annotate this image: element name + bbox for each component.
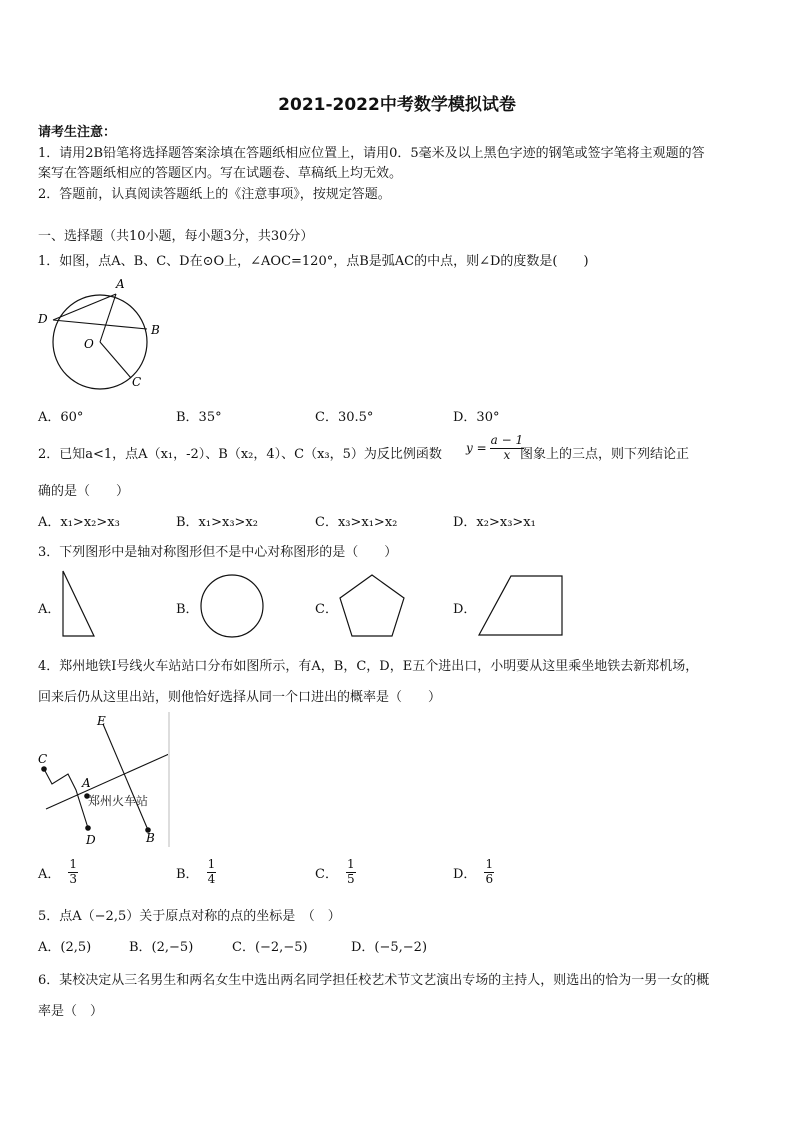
q2-func-y: y = — [466, 441, 487, 456]
page-title: 2021-2022中考数学模拟试卷 — [278, 95, 516, 115]
q4-option-c-fraction — [346, 858, 356, 887]
numerator: 1 — [485, 857, 494, 871]
exit-e-to-b-path — [103, 724, 148, 830]
q4-option-c — [315, 858, 356, 887]
label-a: A — [116, 277, 125, 291]
q4-option-b-fraction — [207, 858, 217, 887]
q2-option-d: D．x₂>x₃>x₁ — [453, 515, 536, 530]
notice-heading: 请考生注意： — [38, 125, 117, 140]
q4-option-d-fraction — [484, 858, 494, 887]
label-c: C — [38, 752, 48, 766]
denominator: 4 — [207, 871, 216, 886]
q4-stem-b: 回来后仍从这里出站，则他恰好选择从同一个口进出的概率是（ ） — [38, 690, 442, 705]
notice-line-1a: 1．请用2B铅笔将选择题答案涂填在答题纸相应位置上，请用0．5毫米及以上黑色字迹的钢笔或签字笔将主观题的答 — [38, 146, 705, 161]
q4-option-d-letter: D． — [453, 866, 477, 882]
q5-option-a: A．(2,5) — [38, 940, 92, 955]
right-triangle-figure — [58, 568, 100, 640]
numerator: 1 — [69, 857, 78, 871]
q2-func-denominator: x — [503, 447, 511, 462]
radius-oa — [100, 294, 116, 342]
denominator: 3 — [69, 871, 78, 886]
q5-stem: 5．点A（−2,5）关于原点对称的点的坐标是 （ ） — [38, 909, 341, 924]
q3-stem: 3．下列图形中是轴对称图形但不是中心对称图形的是（ ） — [38, 545, 398, 560]
q6-stem-b: 率是（ ） — [38, 1004, 104, 1019]
exit-d-dot — [85, 825, 91, 831]
trapezoid-figure — [474, 572, 566, 640]
numerator: 1 — [207, 857, 216, 871]
label-a: A — [82, 776, 91, 790]
notice-line-2: 2．答题前，认真阅读答题纸上的《注意事项》，按规定答题。 — [38, 187, 391, 202]
q1-option-d: D．30° — [453, 410, 500, 425]
q4-option-c-letter: C． — [315, 866, 338, 882]
q5-option-c: C．(−2,−5) — [232, 940, 308, 955]
q4-option-a-fraction — [68, 858, 78, 887]
q4-option-b-letter: B． — [176, 866, 199, 882]
figure-border — [168, 712, 170, 847]
label-o: O — [84, 337, 94, 351]
label-d: D — [38, 312, 48, 326]
chord-db — [53, 320, 147, 329]
q2-func-numerator: a − 1 — [490, 433, 524, 447]
q4-option-a-letter: A． — [38, 866, 61, 882]
circle-figure — [198, 574, 266, 640]
q2-option-a: A．x₁>x₂>x₃ — [38, 515, 120, 530]
q2-stem-b: 图象上的三点，则下列结论正 — [520, 447, 690, 462]
q1-stem: 1．如图，点A、B、C、D在⊙O上，∠AOC=120°，点B是弧AC的中点，则∠D的度数是( ) — [38, 254, 589, 269]
section-heading: 一、选择题（共10小题，每小题3分，共30分） — [38, 229, 314, 244]
q4-option-d — [453, 858, 494, 887]
radius-oc — [100, 342, 131, 378]
q1-option-a: A．60° — [38, 410, 84, 425]
station-label: 郑州火车站 — [88, 794, 149, 808]
label-d: D — [86, 833, 96, 847]
q2-stem-c: 确的是（ ） — [38, 484, 130, 499]
denominator: 6 — [485, 871, 494, 886]
q6-stem-a: 6．某校决定从三名男生和两名女生中选出两名同学担任校艺术节文艺演出专场的主持人，则选出的恰为一男一女的概 — [38, 973, 710, 988]
q2-stem-a: 2．已知a<1，点A（x₁，-2）、B（x₂，4）、C（x₃，5）为反比例函数 — [38, 447, 442, 462]
q2-option-b: B．x₁>x₃>x₂ — [176, 515, 258, 530]
q4-option-a — [38, 858, 78, 887]
q3-option-a: A． — [38, 602, 61, 617]
label-b: B — [146, 831, 155, 845]
q2-function — [466, 434, 524, 463]
q1-option-c: C．30.5° — [315, 410, 374, 425]
label-b: B — [151, 323, 160, 337]
q1-option-b: B．35° — [176, 410, 222, 425]
label-e: E — [97, 714, 106, 728]
q3-option-d: D． — [453, 602, 477, 617]
label-c: C — [132, 375, 142, 389]
denominator: 5 — [346, 871, 355, 886]
exit-c-dot — [41, 766, 47, 772]
numerator: 1 — [346, 857, 355, 871]
q2-option-c: C．x₃>x₁>x₂ — [315, 515, 398, 530]
q4-option-b — [176, 858, 216, 887]
q5-option-d: D．(−5,−2) — [351, 940, 428, 955]
q2-func-fraction — [490, 434, 524, 463]
q3-option-b: B． — [176, 602, 199, 617]
q4-station-map — [36, 712, 176, 852]
pentagon-figure — [336, 572, 408, 640]
notice-line-1b: 案写在答题纸相应的答题区内。写在试题卷、草稿纸上均无效。 — [38, 166, 403, 181]
q4-stem-a: 4．郑州地铁Ⅰ号线火车站站口分布如图所示，有A，B，C，D，E五个进出口，小明要从这里乘坐地铁去新郑机场， — [38, 659, 699, 674]
q3-option-c: C． — [315, 602, 338, 617]
q5-option-b: B．(2,−5) — [129, 940, 194, 955]
q1-circle-figure — [36, 276, 166, 394]
